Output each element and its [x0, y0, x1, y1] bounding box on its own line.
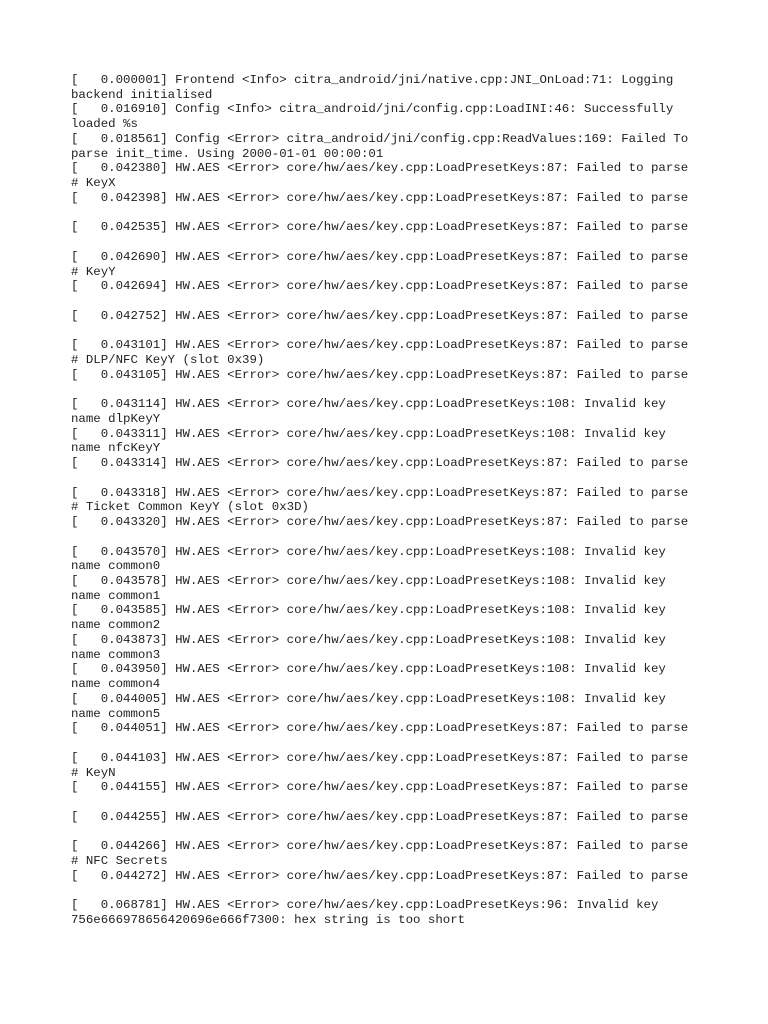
log-entry: [71, 427, 711, 456]
log-entry-message: [ 0.044103] HW.AES <Error> core/hw/aes/key.cpp:LoadPresetKeys:87: Failed to parse: [71, 750, 689, 765]
log-entry-message: [ 0.043318] HW.AES <Error> core/hw/aes/key.cpp:LoadPresetKeys:87: Failed to parse: [71, 485, 689, 500]
log-entry-message: [ 0.043873] HW.AES <Error> core/hw/aes/key.cpp:LoadPresetKeys:108: Invalid key: [71, 632, 666, 647]
log-entry: [71, 132, 711, 161]
log-entry: [71, 338, 711, 367]
log-entry-message: [ 0.042398] HW.AES <Error> core/hw/aes/key.cpp:LoadPresetKeys:87: Failed to parse: [71, 190, 689, 205]
log-entry: [71, 309, 711, 338]
log-entry-message: [ 0.042690] HW.AES <Error> core/hw/aes/key.cpp:LoadPresetKeys:87: Failed to parse: [71, 249, 689, 264]
log-entry-message: [ 0.043585] HW.AES <Error> core/hw/aes/key.cpp:LoadPresetKeys:108: Invalid key: [71, 603, 666, 618]
log-entry-continuation: name common2: [71, 618, 161, 633]
log-entry-continuation: # NFC Secrets: [71, 853, 168, 868]
log-entry-message: [ 0.000001] Frontend <Info> citra_android/jni/native.cpp:JNI_OnLoad:71: Logging: [71, 73, 674, 87]
log-entry-continuation: # KeyN: [71, 765, 116, 780]
log-entry: [71, 191, 711, 220]
log-entry-message: [ 0.043311] HW.AES <Error> core/hw/aes/key.cpp:LoadPresetKeys:108: Invalid key: [71, 426, 666, 441]
log-entry-message: [ 0.044051] HW.AES <Error> core/hw/aes/key.cpp:LoadPresetKeys:87: Failed to parse: [71, 721, 689, 736]
log-entry-message: [ 0.042694] HW.AES <Error> core/hw/aes/key.cpp:LoadPresetKeys:87: Failed to parse: [71, 279, 689, 294]
log-entry: [71, 73, 711, 102]
log-entry: [71, 545, 711, 574]
log-entry-continuation: # KeyY: [71, 264, 116, 279]
log-entry-continuation: # DLP/NFC KeyY (slot 0x39): [71, 352, 265, 367]
log-entry-continuation: [71, 736, 711, 751]
log-entry-continuation: name dlpKeyY: [71, 411, 161, 426]
log-entry-message: [ 0.044005] HW.AES <Error> core/hw/aes/key.cpp:LoadPresetKeys:108: Invalid key: [71, 691, 666, 706]
log-entry-message: [ 0.043950] HW.AES <Error> core/hw/aes/key.cpp:LoadPresetKeys:108: Invalid key: [71, 662, 666, 677]
log-entry-continuation: name common3: [71, 647, 161, 662]
log-entry: [71, 721, 711, 750]
log-entry-message: [ 0.042535] HW.AES <Error> core/hw/aes/key.cpp:LoadPresetKeys:87: Failed to parse: [71, 220, 689, 235]
log-entry-message: [ 0.043114] HW.AES <Error> core/hw/aes/key.cpp:LoadPresetKeys:108: Invalid key: [71, 397, 666, 412]
log-entry-message: [ 0.044266] HW.AES <Error> core/hw/aes/key.cpp:LoadPresetKeys:87: Failed to parse: [71, 839, 689, 854]
log-entry-message: [ 0.043320] HW.AES <Error> core/hw/aes/key.cpp:LoadPresetKeys:87: Failed to parse: [71, 515, 689, 530]
log-entry-message: [ 0.044272] HW.AES <Error> core/hw/aes/key.cpp:LoadPresetKeys:87: Failed to parse: [71, 868, 689, 883]
log-entry-message: [ 0.042752] HW.AES <Error> core/hw/aes/key.cpp:LoadPresetKeys:87: Failed to parse: [71, 308, 689, 323]
log-entry-continuation: backend initialised: [71, 87, 213, 102]
log-entry-message: [ 0.043578] HW.AES <Error> core/hw/aes/key.cpp:LoadPresetKeys:108: Invalid key: [71, 573, 666, 588]
log-entry-message: [ 0.042380] HW.AES <Error> core/hw/aes/key.cpp:LoadPresetKeys:87: Failed to parse: [71, 161, 689, 176]
log-entry: [71, 574, 711, 603]
log-entry: [71, 633, 711, 662]
log-entry-message: [ 0.043101] HW.AES <Error> core/hw/aes/key.cpp:LoadPresetKeys:87: Failed to parse: [71, 338, 689, 353]
log-entry-continuation: name common4: [71, 677, 161, 692]
log-entry-continuation: [71, 883, 711, 898]
log-entry-continuation: # KeyX: [71, 176, 116, 191]
log-entry-continuation: loaded %s: [71, 117, 138, 132]
log-entry-continuation: # Ticket Common KeyY (slot 0x3D): [71, 500, 309, 515]
log-entry: [71, 662, 711, 691]
log-entry: [71, 751, 711, 780]
log-entry: [71, 220, 711, 249]
log-entry-continuation: 756e666978656420696e666f7300: hex string is too short: [71, 912, 466, 927]
log-entry-continuation: [71, 323, 711, 338]
log-entry-message: [ 0.043105] HW.AES <Error> core/hw/aes/key.cpp:LoadPresetKeys:87: Failed to parse: [71, 367, 689, 382]
log-entry-continuation: name common5: [71, 706, 161, 721]
log-entry-continuation: parse init_time. Using 2000-01-01 00:00:01: [71, 146, 384, 161]
log-entry-continuation: name common1: [71, 588, 161, 603]
log-entry: [71, 515, 711, 544]
log-entry-continuation: [71, 206, 711, 221]
log-entry: [71, 397, 711, 426]
log-entry: [71, 810, 711, 839]
log-entry-message: [ 0.043570] HW.AES <Error> core/hw/aes/key.cpp:LoadPresetKeys:108: Invalid key: [71, 544, 666, 559]
log-entry-continuation: [71, 471, 711, 486]
log-entry: [71, 486, 711, 515]
log-entry-message: [ 0.016910] Config <Info> citra_android/jni/config.cpp:LoadINI:46: Successfully: [71, 102, 674, 117]
log-entry: [71, 102, 711, 131]
log-entry: [71, 603, 711, 632]
log-entry: [71, 161, 711, 190]
log-entry: [71, 250, 711, 279]
log-entry-continuation: [71, 795, 711, 810]
log-entry: [71, 456, 711, 485]
log-entry-continuation: [71, 382, 711, 397]
log-entry-continuation: [71, 530, 711, 545]
log-entry-message: [ 0.068781] HW.AES <Error> core/hw/aes/key.cpp:LoadPresetKeys:96: Invalid key: [71, 898, 659, 913]
log-entry-message: [ 0.044255] HW.AES <Error> core/hw/aes/key.cpp:LoadPresetKeys:87: Failed to parse: [71, 809, 689, 824]
log-entry-continuation: [71, 824, 711, 839]
log-entry: [71, 780, 711, 809]
log-entry-message: [ 0.043314] HW.AES <Error> core/hw/aes/key.cpp:LoadPresetKeys:87: Failed to parse: [71, 456, 689, 471]
log-entry-message: [ 0.044155] HW.AES <Error> core/hw/aes/key.cpp:LoadPresetKeys:87: Failed to parse: [71, 780, 689, 795]
log-entry-continuation: name nfcKeyY: [71, 441, 161, 456]
log-entry-continuation: [71, 294, 711, 309]
log-entry-continuation: [71, 235, 711, 250]
log-entry: [71, 839, 711, 868]
log-output: [71, 73, 711, 928]
log-entry-message: [ 0.018561] Config <Error> citra_android/jni/config.cpp:ReadValues:169: Failed To: [71, 131, 689, 146]
log-entry-continuation: name common0: [71, 559, 161, 574]
log-entry: [71, 368, 711, 397]
log-entry: [71, 898, 711, 927]
log-entry: [71, 279, 711, 308]
log-entry: [71, 869, 711, 898]
log-entry: [71, 692, 711, 721]
